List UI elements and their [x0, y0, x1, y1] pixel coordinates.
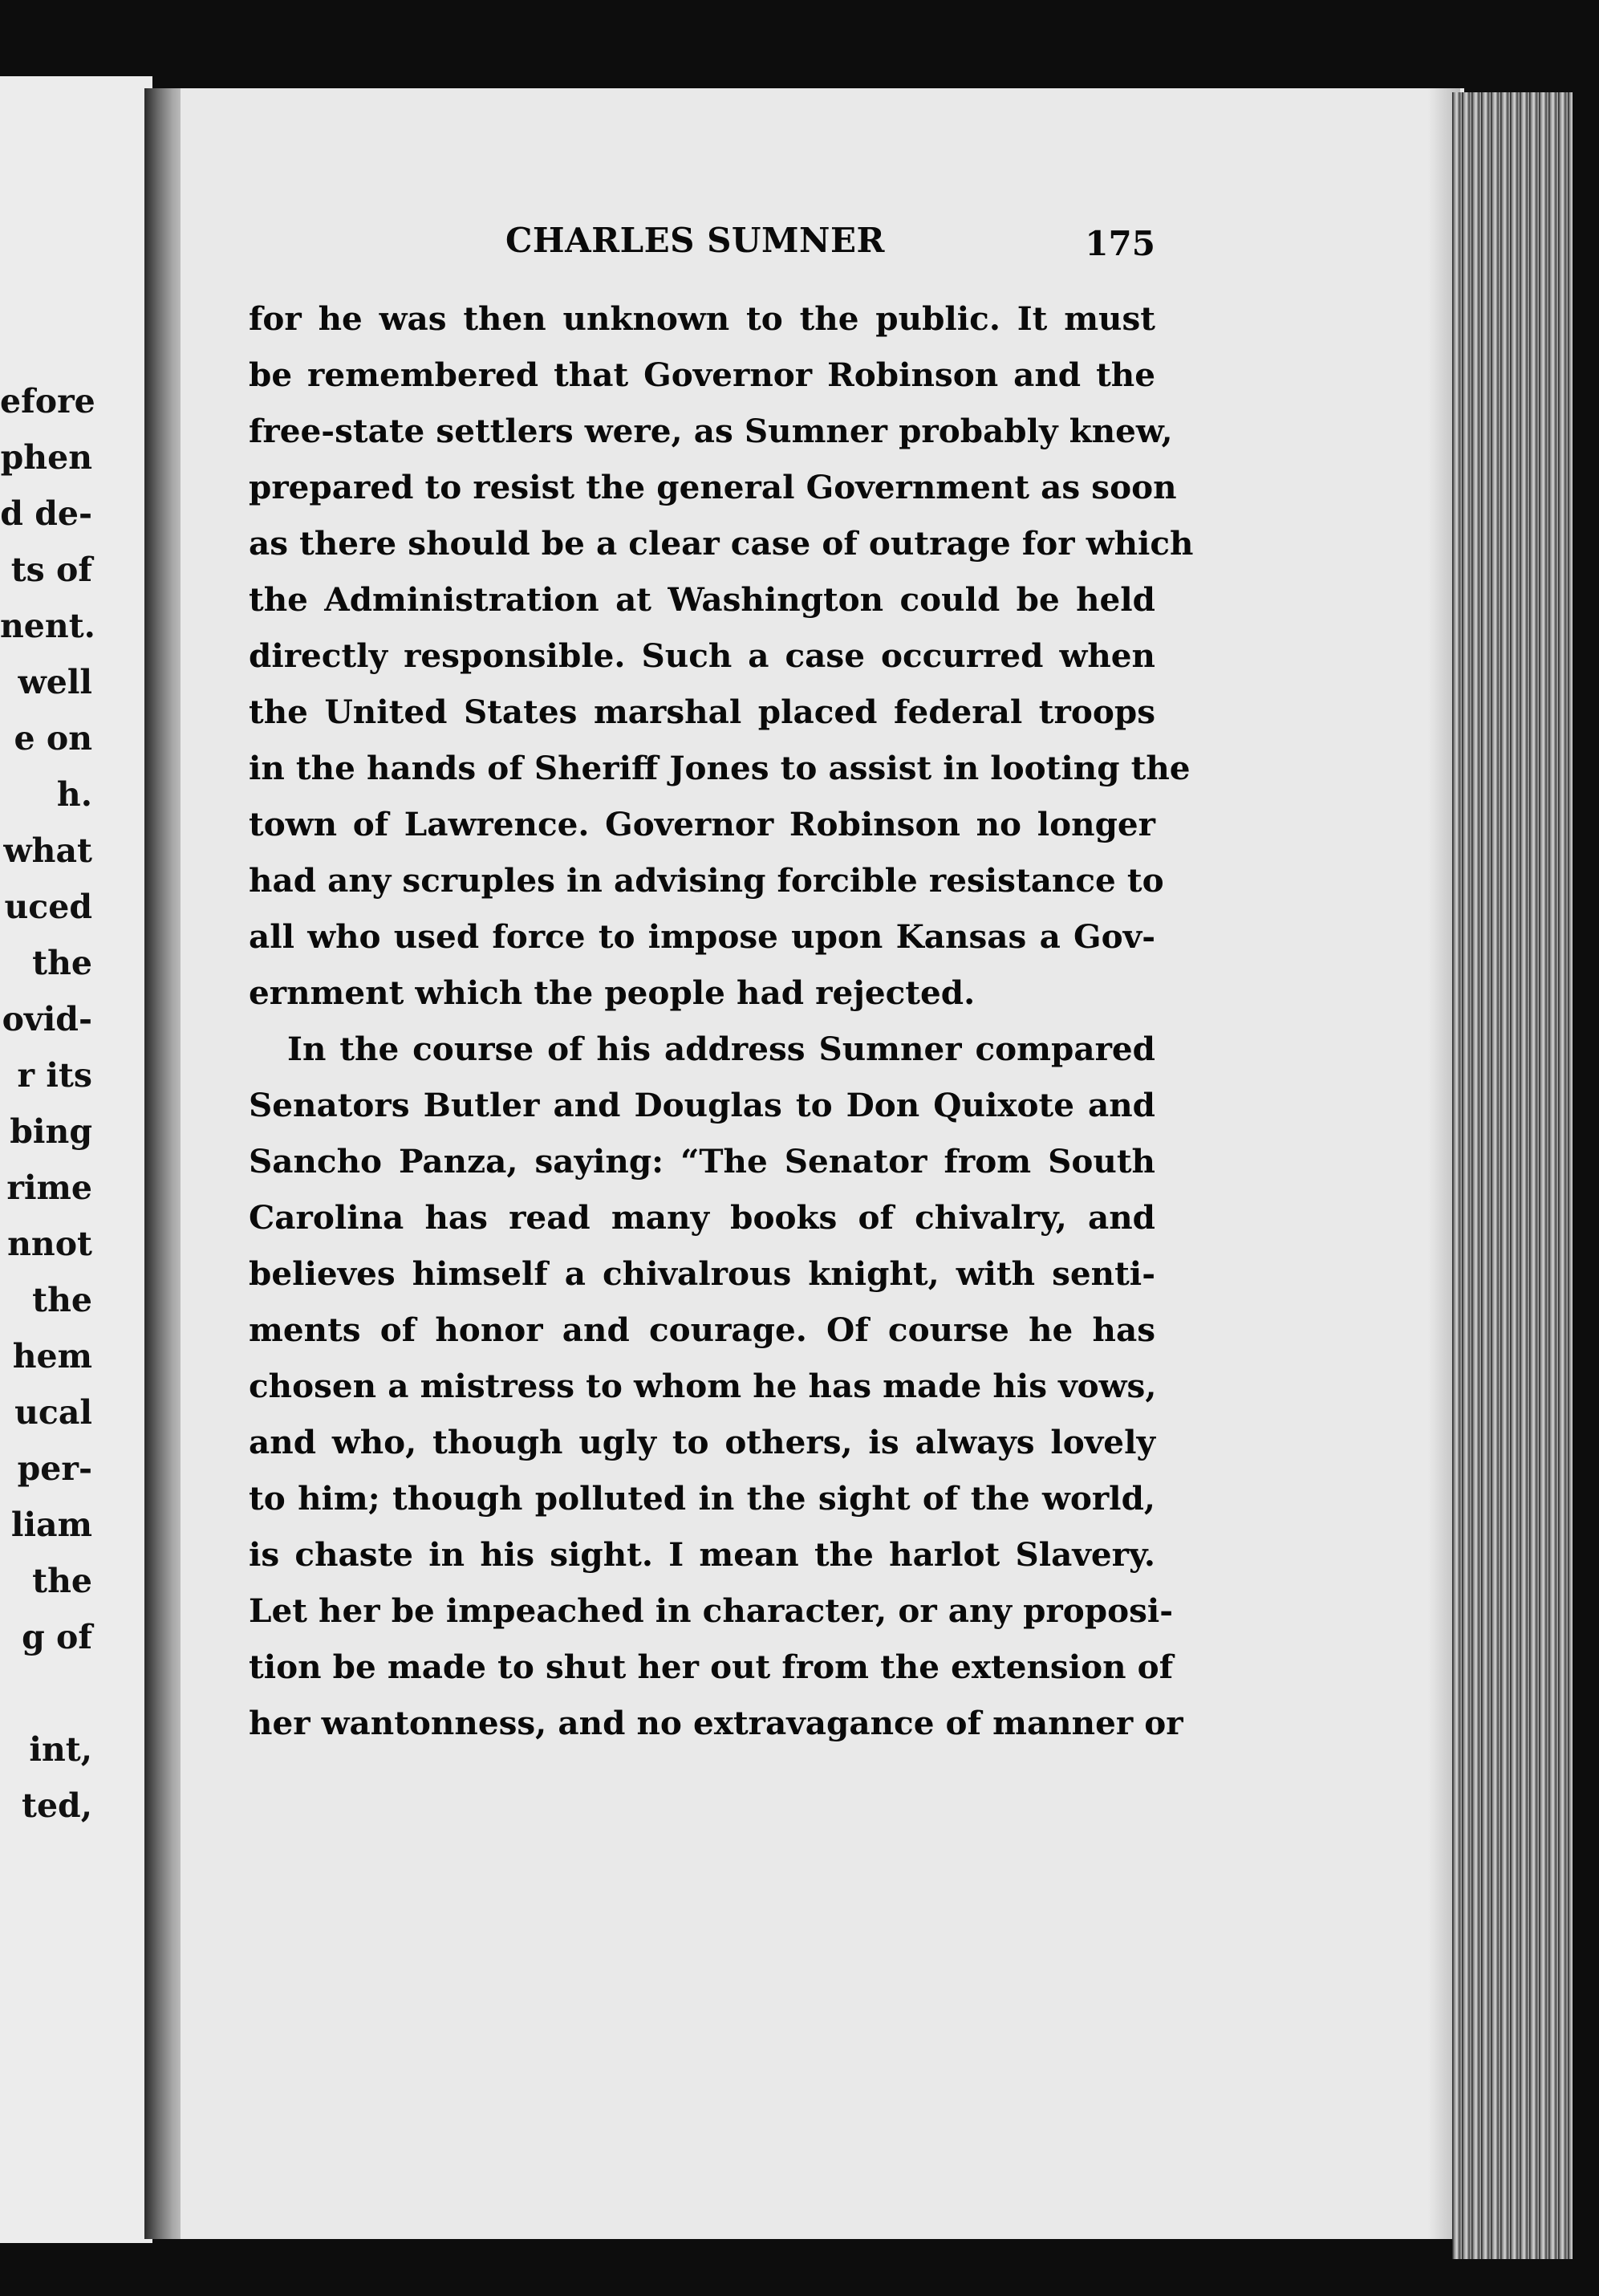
left-page-text: [0, 373, 95, 1834]
text-line: believes himself a chivalrous knight, with senti-: [249, 1254, 1155, 1293]
text-line: ernment which the people had rejected.: [249, 973, 976, 1012]
text-line: the United States marshal placed federal troops: [249, 693, 1155, 731]
text-line: town of Lawrence. Governor Robinson no longer: [249, 805, 1155, 843]
text-line: directly responsible. Such a case occurred when: [249, 636, 1155, 675]
text-line: Senators Butler and Douglas to Don Quixote and: [249, 1086, 1155, 1124]
book-fore-edge: [1452, 92, 1573, 2259]
left-line: nnot: [7, 1225, 92, 1263]
text-line: the Administration at Washington could be held: [249, 580, 1155, 619]
text-line: be remembered that Governor Robinson and the: [249, 356, 1155, 394]
left-line: g of: [22, 1618, 92, 1656]
left-line: ucal: [14, 1393, 92, 1432]
left-line: d de-: [0, 494, 92, 533]
left-line: uced: [4, 888, 92, 926]
left-line: the: [32, 944, 92, 982]
text-line: prepared to resist the general Government as soon: [249, 468, 1177, 506]
left-line: well: [18, 663, 92, 701]
left-line: liam: [10, 1506, 92, 1544]
left-line: r its: [17, 1056, 92, 1095]
left-line: int,: [29, 1730, 92, 1769]
body-text: [249, 291, 1194, 1751]
text-line: In the course of his address Sumner compared: [287, 1030, 1155, 1068]
text-line: her wantonness, and no extravagance of manner or: [249, 1704, 1183, 1742]
left-line: ovid-: [2, 1000, 92, 1038]
page-number: 175: [1085, 224, 1155, 263]
text-line: in the hands of Sheriff Jones to assist in looting the: [249, 749, 1191, 787]
left-line: hem: [12, 1337, 92, 1376]
left-line: nent.: [0, 607, 95, 645]
left-line: ts of: [10, 551, 92, 589]
left-line: ted,: [22, 1786, 92, 1825]
text-line: as there should be a clear case of outrage for which: [249, 524, 1194, 563]
running-title: CHARLES SUMNER: [505, 221, 885, 260]
left-page-fragment: [0, 76, 152, 2243]
text-line: chosen a mistress to whom he has made his vows,: [249, 1367, 1157, 1405]
left-line: e on: [14, 719, 92, 758]
left-line: rime: [6, 1168, 92, 1207]
text-line: all who used force to impose upon Kansas a Gov-: [249, 917, 1155, 956]
left-line: what: [3, 831, 92, 870]
text-line: had any scruples in advising forcible resistance to: [249, 861, 1164, 900]
left-line: the: [32, 1562, 92, 1600]
left-line: phen: [0, 438, 92, 477]
text-line: ments of honor and courage. Of course he has: [249, 1311, 1155, 1349]
text-line: and who, though ugly to others, is always lovely: [249, 1423, 1155, 1461]
text-line: Let her be impeached in character, or any proposi-: [249, 1591, 1174, 1630]
text-line: free-state settlers were, as Sumner probably knew,: [249, 412, 1173, 450]
left-line: efore: [0, 382, 95, 421]
text-line: Carolina has read many books of chivalry, and: [249, 1198, 1155, 1237]
left-line: bing: [10, 1112, 92, 1151]
text-line: for he was then unknown to the public. It must: [249, 299, 1155, 338]
left-line: per-: [17, 1449, 92, 1488]
left-line: [0, 1665, 92, 1721]
left-line: the: [32, 1281, 92, 1319]
left-line: h.: [56, 775, 92, 814]
running-head: [249, 221, 1155, 269]
text-line: Sancho Panza, saying: “The Senator from South: [249, 1142, 1155, 1181]
text-line: to him; though polluted in the sight of the world,: [249, 1479, 1155, 1518]
text-line: is chaste in his sight. I mean the harlot Slavery.: [249, 1535, 1155, 1574]
text-line: tion be made to shut her out from the extension of: [249, 1648, 1174, 1686]
